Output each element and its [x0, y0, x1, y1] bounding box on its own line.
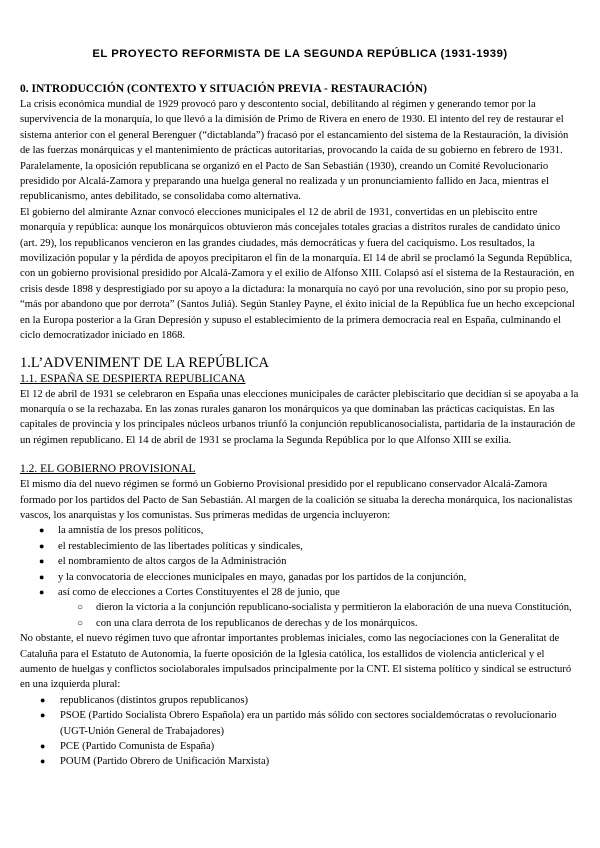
- list-item: ○ con una clara derrota de los republicanos de derechas y de los monárquicos.: [58, 616, 580, 631]
- list-item: ● la amnistía de los presos políticos,: [20, 523, 580, 538]
- section-1-heading: 1.L’ADVENIMENT DE LA REPÚBLICA: [20, 354, 269, 371]
- list-item: ● PCE (Partido Comunista de España): [20, 739, 580, 754]
- subsection-1-1-paragraph: El 12 de abril de 1931 se celebraron en España unas elecciones municipales de carácter plebiscitario que decidían si se apoyaba a la monarquía o se la rechazaba. En las zonas rurales ganaron los monárquicos ya que dominaban las prácticas caciquistas. En las capitales de provincia y los principales núcleos urbanos triunfó la conjunción republicanosocialista, partidaria de la instauración de un régimen republicano. El 14 de abril de 1931 se proclama la Segunda República por lo que Alfonso XIII se exilia.: [20, 388, 579, 446]
- subsection-1-2-paragraph-1: El mismo día del nuevo régimen se formó un Gobierno Provisional presidido por el republicano conservador Alcalá-Zamora formado por los partidos del Pacto de San Sebastián. Al margen de la coalición se situaba la derecha monárquica, los nacionalistas vascos, los anarquistas y los comunistas. Sus primeras medidas de urgencia incluyeron:: [20, 479, 573, 521]
- list-item: ● POUM (Partido Obrero de Unificación Marxista): [20, 754, 580, 769]
- subsection-1-2-heading: 1.2. EL GOBIERNO PROVISIONAL: [20, 463, 196, 476]
- left-parties-list: [20, 693, 580, 770]
- list-item: ○ dieron la victoria a la conjunción republicano-socialista y permitieron la elaboración de una nueva Constitución,: [58, 600, 580, 615]
- list-item: ● republicanos (distintos grupos republicanos): [20, 693, 580, 708]
- list-item: ● así como de elecciones a Cortes Constituyentes el 28 de junio, que: [20, 585, 580, 600]
- list-item: ● PSOE (Partido Socialista Obrero Española) era un partido más sólido con sectores socialdemócratas o revolucionario (UGT-Unión General de Trabajadores): [20, 708, 580, 739]
- list-item: ● y la convocatoria de elecciones municipales en mayo, ganadas por los partidos de la conjunción,: [20, 570, 580, 585]
- subsection-1-1-heading: 1.1. ESPAÑA SE DESPIERTA REPUBLICANA: [20, 372, 246, 385]
- list-item: ● el restablecimiento de las libertades políticas y sindicales,: [20, 539, 580, 554]
- intro-heading: 0. INTRODUCCIÓN (CONTEXTO Y SITUACIÓN PREVIA - RESTAURACIÓN): [20, 83, 428, 95]
- list-item: ● el nombramiento de altos cargos de la Administración: [20, 554, 580, 569]
- intro-paragraph-2: El gobierno del almirante Aznar convocó elecciones municipales el 12 de abril de 1931, convertidas en un plebiscito entre monarquía y república: aunque los monárquicos obtuvieron más concejales totales gracias a distritos rurales de candidato único (art. 29), los republicanos vencieron en las grandes ciudades, más democráticas y fuera del caciquismo. Los resultados, la movilización popular y la pérdida de apoyos precipitaron el fin de la monarquía. El 14 de abril se proclamó la Segunda República, con un gobierno provisional presidido por Alcalá-Zamora y el exilio de Alfonso XIII. Colapsó así el sistema de la Restauración, en crisis desde 1898 y desprestigiado por su apoyo a la dictadura: la monarquía no cayó por una revolución, sino por su propio peso, “más por abandono que por derrota” (Santos Juliá). Según Stanley Payne, el éxito inicial de la República fue un hecho excepcional en la Europa posterior a la Gran Depresión y supuso el establecimiento de la primera democracia real en España, culminando el ciclo democratizador iniciado en 1868.: [20, 206, 575, 342]
- document-title: EL PROYECTO REFORMISTA DE LA SEGUNDA REPÚBLICA (1931-1939): [92, 48, 508, 60]
- urgent-measures-list: [20, 523, 580, 600]
- election-results-list: [58, 600, 580, 631]
- subsection-1-2-paragraph-2: No obstante, el nuevo régimen tuvo que afrontar importantes problemas iniciales, como las negociaciones con la Generalitat de Cataluña para el Estatuto de Autonomía, la fuerte oposición de la Iglesia católica, los estallidos de violencia anticlerical y el aumento de huelgas y conflictos sociolaborales impulsados principalmente por la CNT. El sistema político y sindical se estructuró en una izquierda plural:: [20, 633, 572, 691]
- intro-paragraph-1: La crisis económica mundial de 1929 provocó paro y descontento social, debilitando al régimen y generando temor por la supervivencia de la monarquía, lo que llevó a la dimisión de Primo de Rivera en enero de 1930. El intento del rey de restaurar el sistema anterior con el general Berenguer (“dictablanda”) fracasó por el estancamiento del sistema de la Restauración, la división de las fuerzas monárquicas y el mantenimiento de prácticas autoritarias, provocando la caída de su gobierno en febrero de 1931. Paralelamente, la oposición republicana se organizó en el Pacto de San Sebastián (1930), creando un Comité Revolucionario presidido por Alcalá-Zamora y preparando una huelga general no realizada y un pronunciamiento fallido en Jaca, mientras el republicanismo, antes debilitado, se consolidaba como alternativa.: [20, 99, 569, 203]
